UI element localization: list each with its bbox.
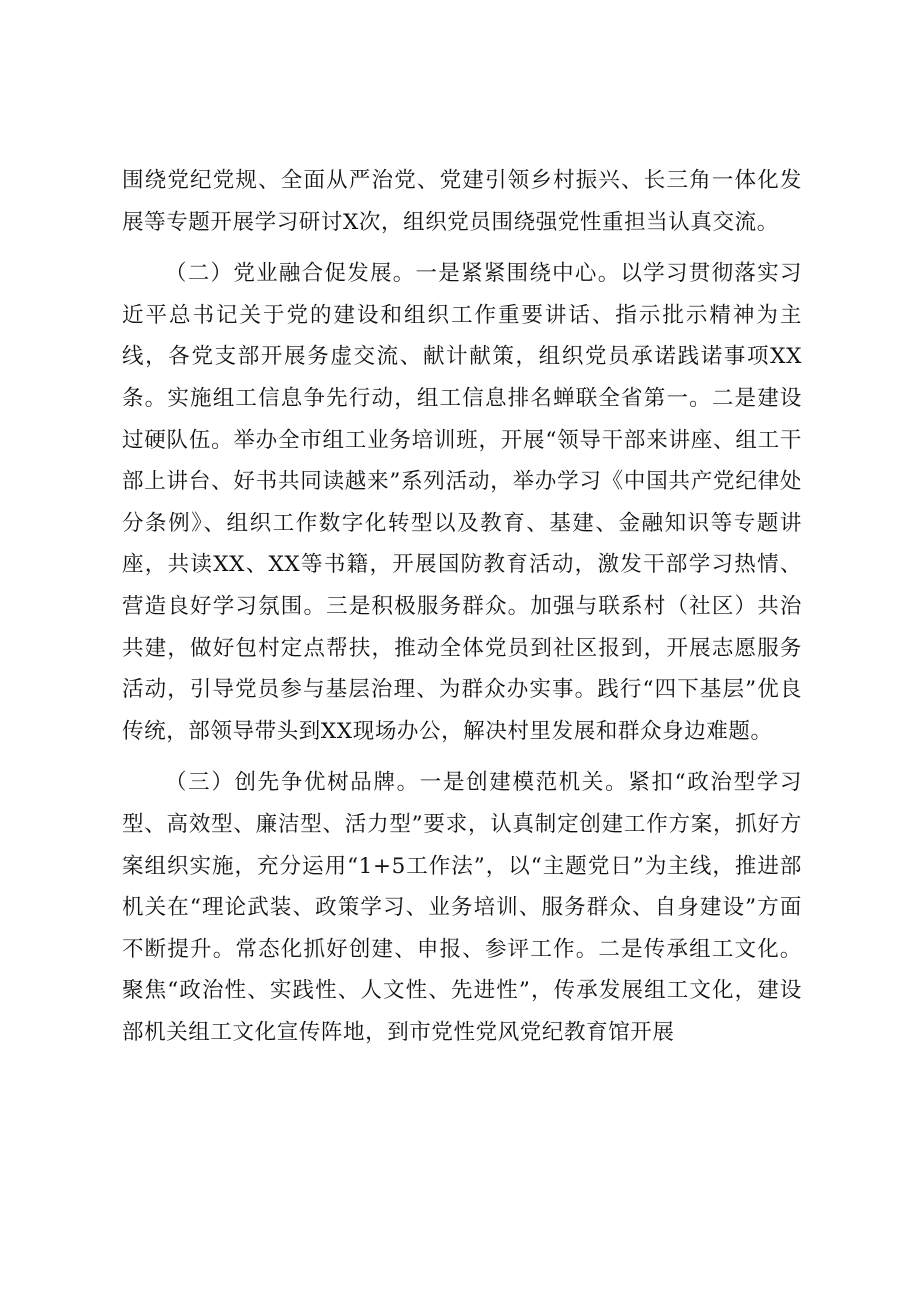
paragraph-section-2-party-business-integration: （二）党业融合促发展。一是紧紧围绕中心。以学习贯彻落实习近平总书记关于党的建设和组织工作重要讲话、指示批示精神为主线，各党支部开展务虚交流、献计献策，组织党员承诺践诺事项XX条。实施组工信息争先行动，组工信息排名蝉联全省第一。二是建设过硬队伍。举办全市组工业务培训班，开展“领导干部来讲座、组工干部上讲台、好书共同读越来”系列活动，举办学习《中国共产党纪律处分条例》、组织工作数字化转型以及教育、基建、金融知识等专题讲座，共读XX、XX等书籍，开展国防教育活动，激发干部学习热情、营造良好学习氛围。三是积极服务群众。加强与联系村（社区）共治共建，做好包村定点帮扶，推动全体党员到社区报到，开展志愿服务活动，引导党员参与基层治理、为群众办实事。践行“四下基层”优良传统，部领导带头到XX现场办公，解决村里发展和群众身边难题。: [122, 261, 802, 744]
paragraph-continued: 围绕党纪党规、全面从严治党、党建引领乡村振兴、长三角一体化发展等专题开展学习研讨X次，组织党员围绕强党性重担当认真交流。: [122, 168, 802, 235]
paragraph-section-3-excellence-branding: （三）创先争优树品牌。一是创建模范机关。紧扣“政治型学习型、高效型、廉洁型、活力型”要求，认真制定创建工作方案，抓好方案组织实施，充分运用“1+5工作法”，以“主题党日”为主线，推进部机关在“理论武装、政策学习、业务培训、服务群众、自身建设”方面不断提升。常态化抓好创建、申报、参评工作。二是传承组工文化。聚焦“政治性、实践性、人文性、先进性”，传承发展组工文化，建设部机关组工文化宣传阵地，到市党性党风党纪教育馆开展: [122, 770, 802, 1045]
document-body: [122, 160, 802, 1053]
